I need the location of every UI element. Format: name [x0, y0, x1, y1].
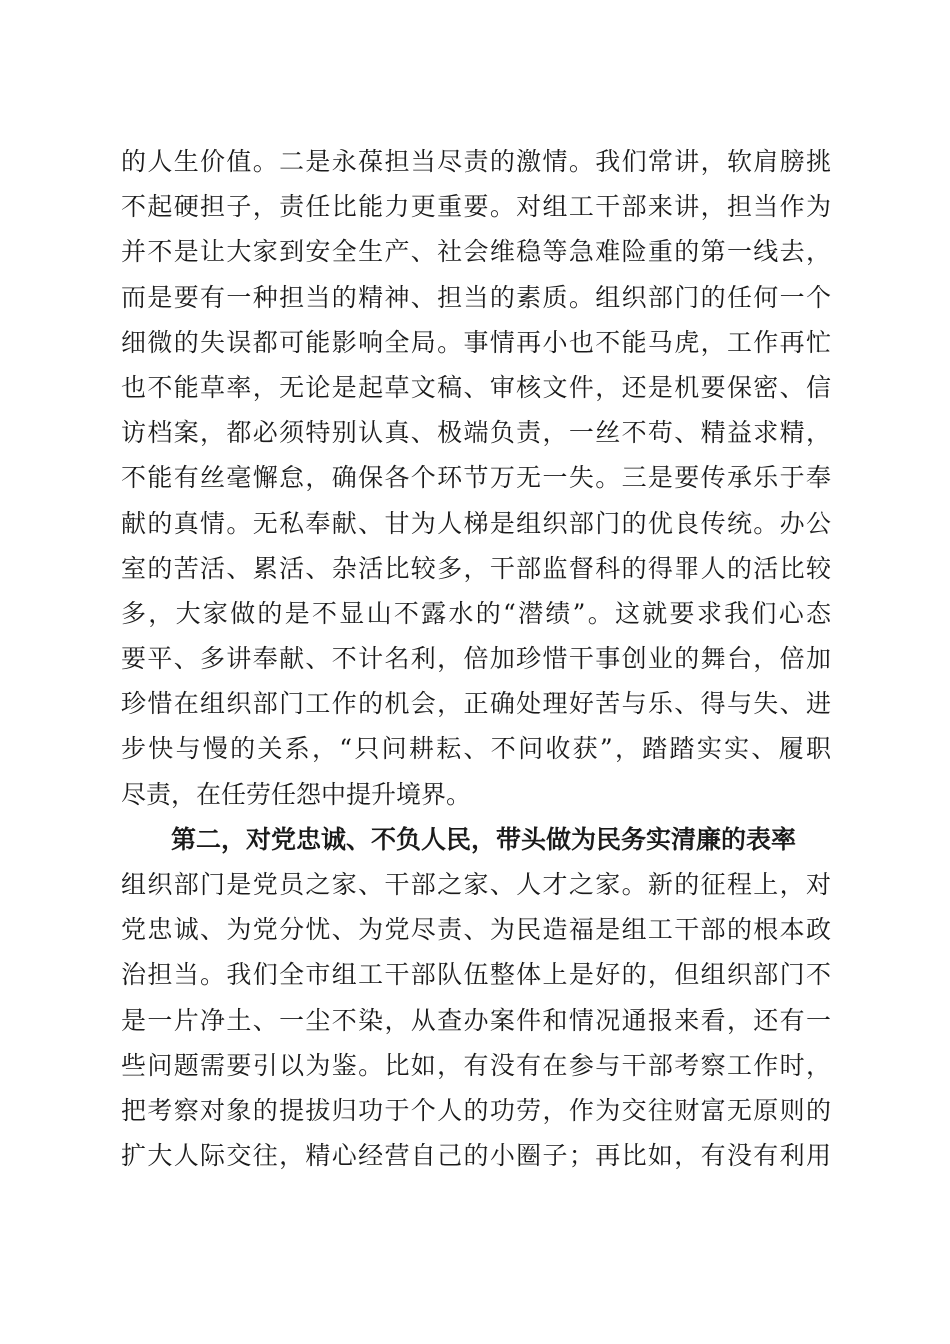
body-text [121, 139, 831, 1178]
text-line: 些问题需要引以为鉴。比如，有没有在参与干部考察工作时， [121, 1050, 831, 1080]
heading-line: 第二，对党忠诚、不负人民，带头做为民务实清廉的表率 [171, 824, 797, 854]
text-line: 党忠诚、为党分忧、为党尽责、为民造福是组工干部的根本政 [121, 915, 831, 945]
text-line: 是一片净土、一尘不染，从查办案件和情况通报来看，还有一 [121, 1005, 831, 1035]
text-line: 细微的失误都可能影响全局。事情再小也不能马虎，工作再忙 [121, 327, 831, 357]
text-line: 室的苦活、累活、杂活比较多，干部监督科的得罪人的活比较 [121, 553, 831, 583]
paragraph-1 [121, 139, 831, 817]
text-line: 并不是让大家到安全生产、社会维稳等急难险重的第一线去， [121, 237, 831, 267]
text-line: 多，大家做的是不显山不露水的“潜绩”。这就要求我们心态 [121, 598, 831, 628]
text-line: 治担当。我们全市组工干部队伍整体上是好的，但组织部门不 [121, 960, 831, 990]
text-line: 组织部门是党员之家、干部之家、人才之家。新的征程上，对 [121, 870, 831, 899]
text-line: 也不能草率，无论是起草文稿、审核文件，还是机要保密、信 [121, 372, 831, 402]
text-line: 尽责，在任劳任怨中提升境界。 [121, 779, 472, 809]
text-line: 步快与慢的关系，“只问耕耘、不问收获”，踏踏实实、履职 [121, 734, 831, 764]
text-line: 扩大人际交往，精心经营自己的小圈子；再比如，有没有利用 [121, 1141, 831, 1171]
text-line: 要平、多讲奉献、不计名利，倍加珍惜干事创业的舞台，倍加 [121, 644, 831, 674]
text-line: 不起硬担子，责任比能力更重要。对组工干部来讲，担当作为 [121, 192, 831, 222]
text-line: 不能有丝毫懈怠，确保各个环节万无一失。三是要传承乐于奉 [121, 463, 831, 493]
paragraph-2 [121, 862, 831, 1178]
text-line: 的人生价值。二是永葆担当尽责的激情。我们常讲，软肩膀挑 [121, 147, 831, 176]
text-line: 而是要有一种担当的精神、担当的素质。组织部门的任何一个 [121, 282, 831, 312]
text-line: 访档案，都必须特别认真、极端负责，一丝不苟、精益求精， [121, 418, 831, 448]
text-line: 献的真情。无私奉献、甘为人梯是组织部门的优良传统。办公 [121, 508, 831, 538]
text-line: 把考察对象的提拔归功于个人的功劳，作为交往财富无原则的 [121, 1095, 831, 1125]
section-heading [121, 817, 831, 862]
text-line: 珍惜在组织部门工作的机会，正确处理好苦与乐、得与失、进 [121, 689, 831, 719]
